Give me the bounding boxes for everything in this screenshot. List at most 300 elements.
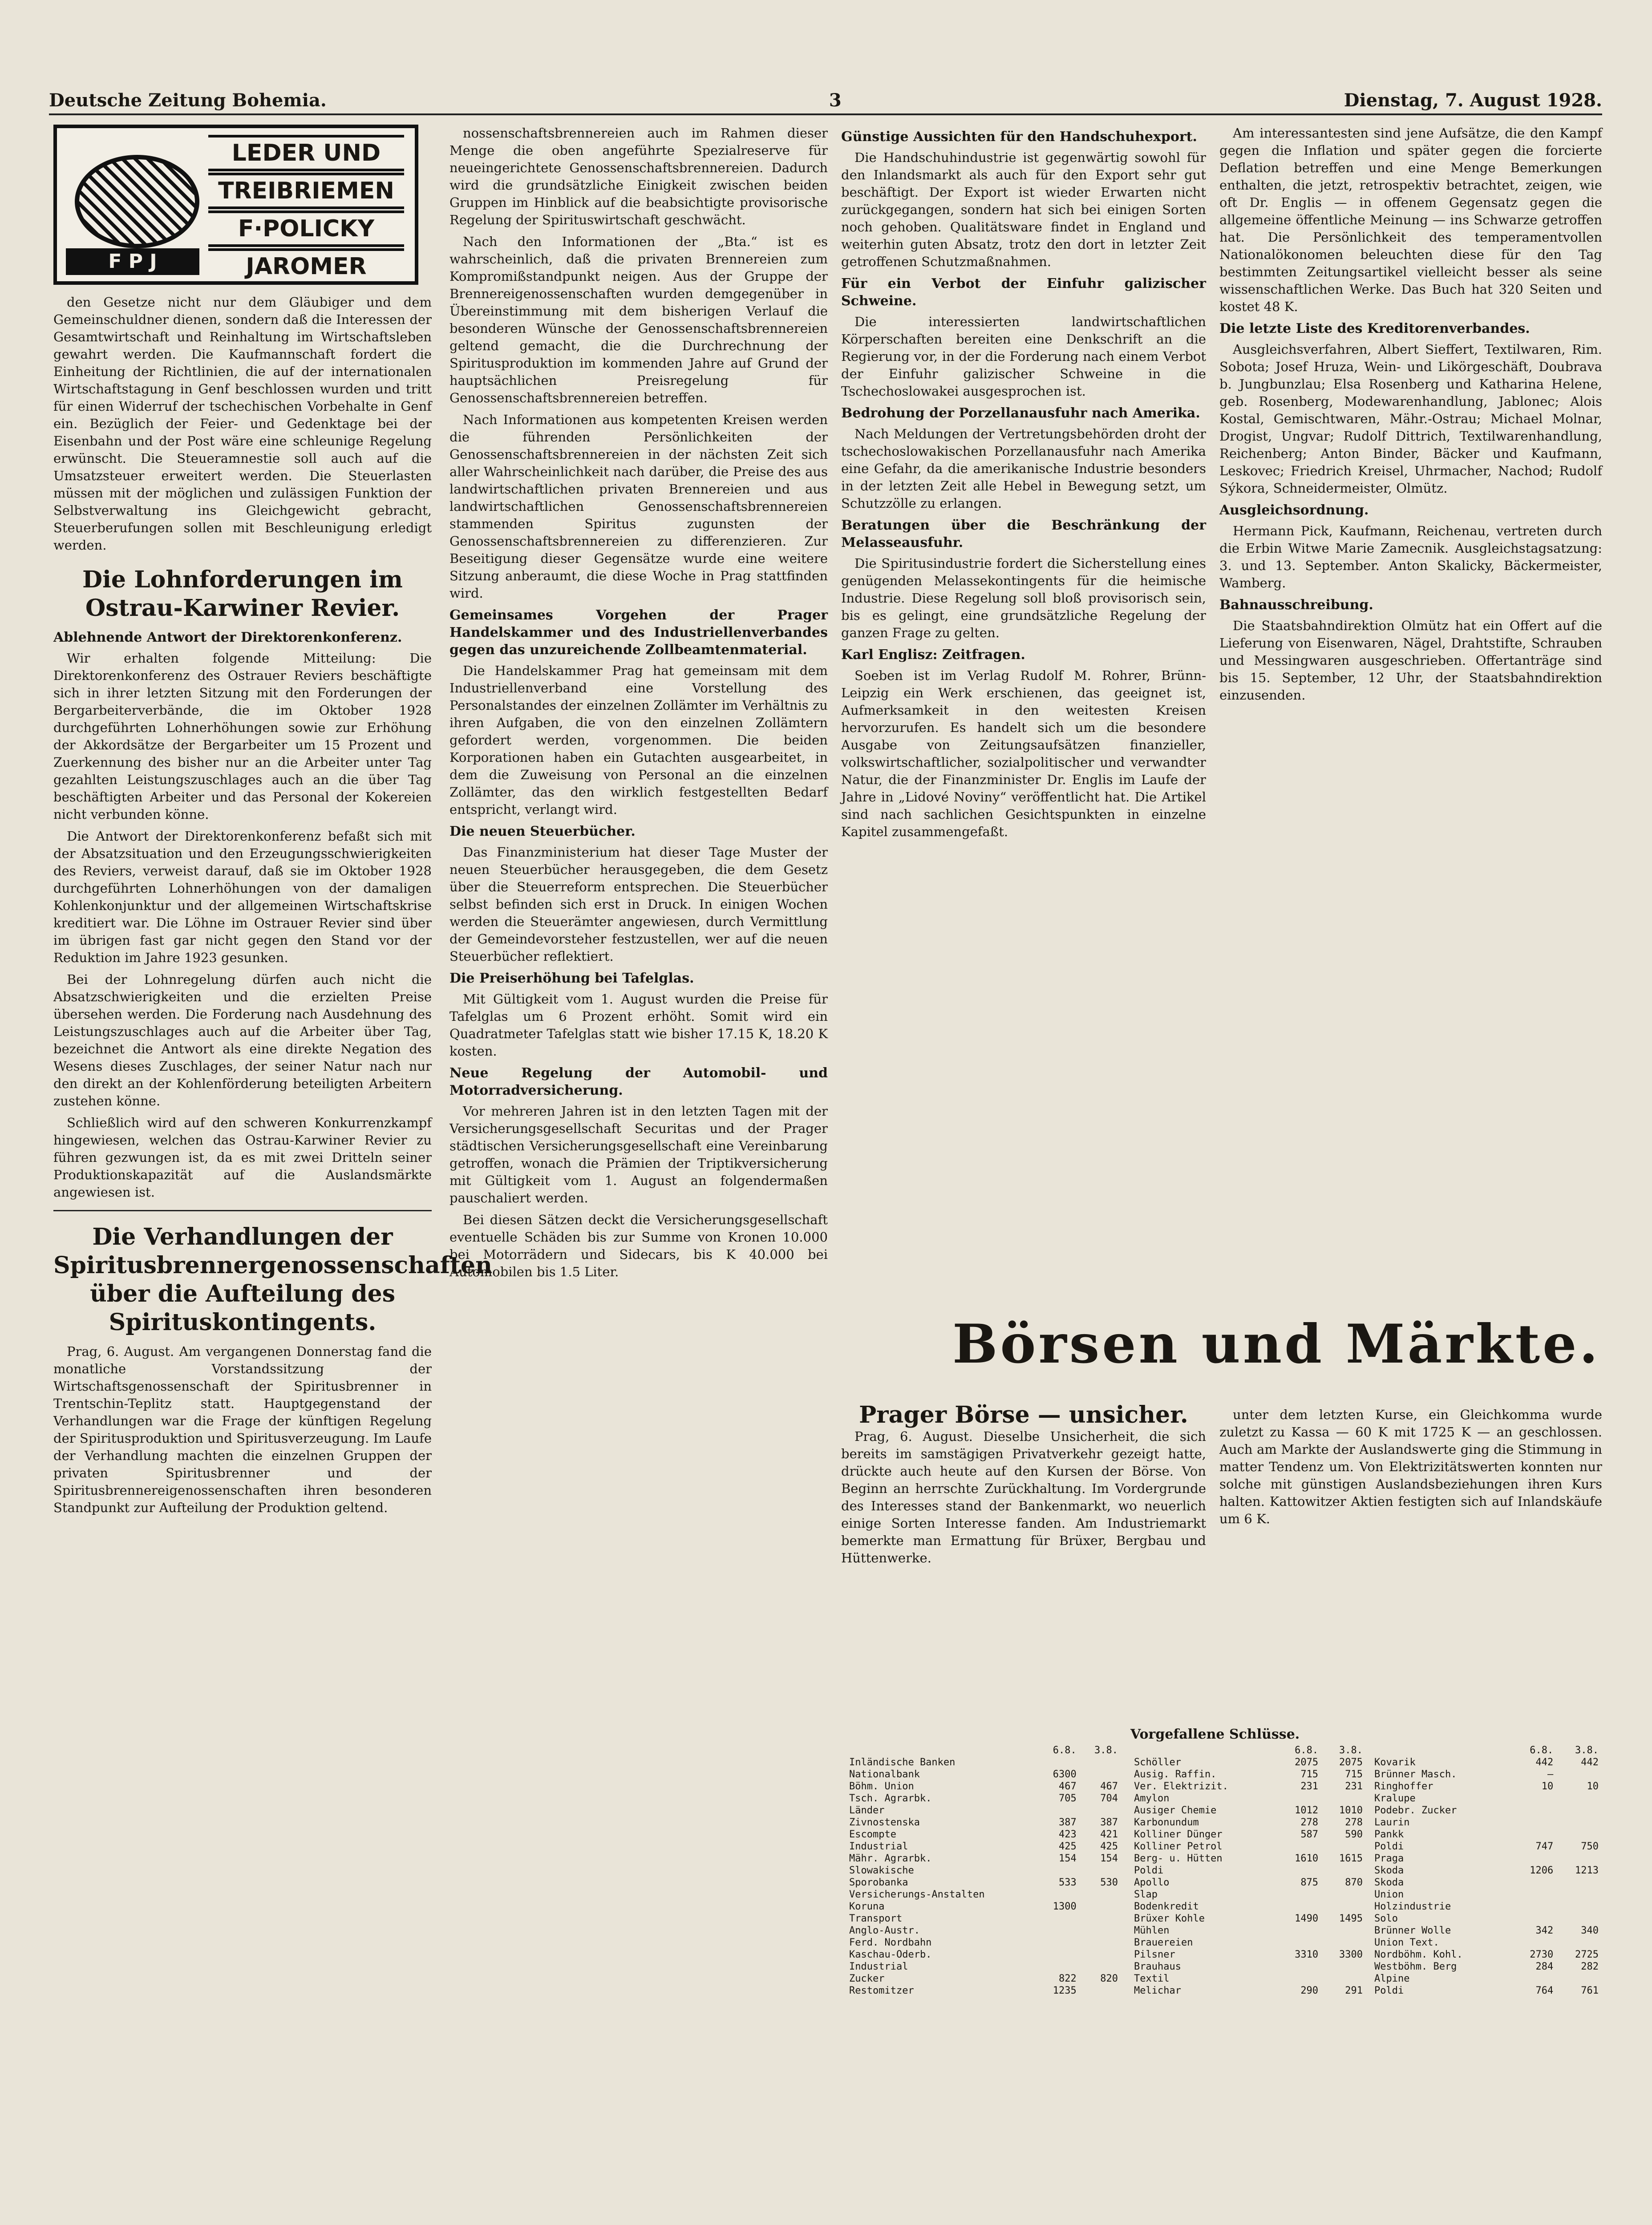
table-cell	[1080, 1937, 1122, 1949]
table-cell: —	[1547, 1769, 1554, 1780]
table-row	[846, 1829, 1122, 1841]
table-cell: 715	[1345, 1769, 1363, 1780]
table-cell	[1038, 1865, 1080, 1877]
table-cell: 3.8.	[1339, 1745, 1363, 1756]
table-cell: Amylon	[1134, 1793, 1170, 1804]
table-cell	[1512, 1913, 1557, 1925]
rule	[53, 1210, 432, 1211]
ad-line-4: JAROMER	[208, 248, 404, 285]
table-cell: 1300	[1053, 1901, 1077, 1912]
table-row	[1371, 1889, 1602, 1901]
table-row	[846, 1792, 1122, 1804]
table-row	[1130, 1877, 1366, 1889]
table-row	[1371, 1816, 1602, 1829]
table-cell: 342	[1535, 1925, 1554, 1936]
table-cell: Anglo-Austr.	[849, 1925, 920, 1936]
table-cell: 705	[1058, 1793, 1077, 1804]
table-cell	[1080, 1949, 1122, 1961]
table-cell: 1490	[1295, 1913, 1319, 1924]
table-cell: 291	[1345, 1985, 1363, 1996]
table-cell: Berg- u. Hütten	[1134, 1853, 1223, 1864]
table-row	[1130, 1792, 1366, 1804]
table-cell	[1277, 1841, 1322, 1853]
table-cell: 423	[1058, 1829, 1077, 1840]
table-row	[1371, 1937, 1602, 1949]
table-row	[1371, 1829, 1602, 1841]
table-cell: Solo	[1374, 1913, 1398, 1924]
table-cell: Schöller	[1134, 1757, 1181, 1768]
col2-subhead-2: Die neuen Steuerbücher.	[449, 824, 636, 839]
table-row	[1371, 1913, 1602, 1925]
table-cell: Tsch. Agrarbk.	[849, 1793, 932, 1804]
table-cell	[1080, 1756, 1122, 1768]
table-cell: 1213	[1575, 1865, 1599, 1876]
table-row	[1371, 1973, 1602, 1985]
leather-ad	[53, 125, 418, 285]
table-cell: 1495	[1339, 1913, 1363, 1924]
wheel-logo-icon	[75, 155, 199, 248]
table-cell: Ausig. Raffin.	[1134, 1769, 1217, 1780]
table-cell: Länder	[849, 1805, 885, 1816]
stock-table-1	[846, 1744, 1122, 1997]
table-row	[1130, 1973, 1366, 1985]
table-row	[846, 1768, 1122, 1780]
table-cell	[1322, 1841, 1366, 1853]
table-cell: 3300	[1339, 1949, 1363, 1960]
table-cell	[1038, 1961, 1080, 1973]
table-cell: Podebr. Zucker	[1374, 1805, 1457, 1816]
table-cell	[1038, 1949, 1080, 1961]
table-row	[846, 1841, 1122, 1853]
table-cell	[1371, 1744, 1512, 1756]
table-cell: 6.8.	[1053, 1745, 1077, 1756]
table-cell: Ringhoffer	[1374, 1781, 1433, 1792]
table-cell	[1080, 1925, 1122, 1937]
table-cell	[1557, 1937, 1602, 1949]
col3-paragraph-2: Die interessierten landwirtschaftlichen Körperschaften bereiten eine Denkschrift an die Regierung vor, in der die Forderung nach einem Verbot der Einfuhr galizischer Schweine in die Tschechoslowakei ausgesprochen ist.	[841, 314, 1206, 399]
table-cell	[1038, 1889, 1080, 1901]
table-cell: Inländische Banken	[849, 1757, 956, 1768]
col3-paragraph-5: Soeben ist im Verlag Rudolf M. Rohrer, Brünn-Leipzig ein Werk erschienen, das geeignet ist, Aufmerksamkeit in den weitesten Kreisen hervorzurufen. Es handelt sich um die besondere Ausgabe von Zeitungsaufsätzen finanzieller, volkswirtschaftlicher, sozialpolitischer und verwandter Natur, die der Finanzminister Dr. Englis im Laufe der Jahre in „Lidové Noviny“ veröffentlicht hat. Die Artikel sind nach sachlichen Gesichtspunkten in einzelne Kapitel zusammengefaßt.	[841, 668, 1206, 839]
table-cell: 425	[1058, 1841, 1077, 1852]
table-row	[846, 1925, 1122, 1937]
table-cell: 590	[1345, 1829, 1363, 1840]
table-cell	[1130, 1744, 1277, 1756]
table-cell: 761	[1581, 1985, 1599, 1996]
table-cell	[1080, 1768, 1122, 1780]
table-cell: 1235	[1053, 1985, 1077, 1996]
table-row	[1371, 1841, 1602, 1853]
table-row	[1130, 1768, 1366, 1780]
table-cell: 425	[1100, 1841, 1118, 1852]
table-cell	[846, 1744, 1038, 1756]
table-row	[846, 1804, 1122, 1816]
col4-subhead-3: Bahnausschreibung.	[1219, 597, 1373, 613]
column-2	[449, 125, 828, 1285]
table-cell: 284	[1535, 1961, 1554, 1972]
table-row	[1130, 1841, 1366, 1853]
table-row	[1371, 1853, 1602, 1865]
table-cell	[1512, 1816, 1557, 1829]
table-row	[846, 1913, 1122, 1925]
col1-paragraph-6: Prag, 6. August. Am vergangenen Donnerstag fand die monatliche Vorstandssitzung der Wirtschaftsgenossenschaft der Spiritusbrenner in Trentschin-Teplitz statt. Hauptgegenstand der Verhandlungen war die Frage der künftigen Regelung der Spiritusproduktion und Spiritusverzeugung. Im Laufe der Verhandlung machten die einzelnen Gruppen der privaten Spiritusbrenner und der Spiritusbrennereigenossenschaften ihren besonderen Standpunkt zur Aufteilung der Produktion geltend.	[53, 1344, 432, 1515]
table-row	[1371, 1756, 1602, 1768]
col4-paragraph-4: Die Staatsbahndirektion Olmütz hat ein Offert auf die Lieferung von Eisenwaren, Nägel, Drahtstifte, Schrauben und Messingwaren ausgeschrieben. Offertanträge sind bis 15. September, 12 Uhr, der Staatsbahndirektion einzusenden.	[1219, 618, 1602, 703]
col2-paragraph-2: Nach den Informationen der „Bta.“ ist es wahrscheinlich, daß die privaten Brennereien zum Kompromißstandpunkt neigen. Aus der Gruppe der Brennereigenossenschaften wurden demgegenüber in Übereinstimmung mit dem bisherigen Verlauf die besonderen Wünsche der Genossenschaftsbrennereien geltend gemacht, die die Durchrechnung der Spiritusproduktion im kommenden Jahre auf Grund der hauptsächlichen Preisregelung für Genossenschaftsbrennereien betreffen.	[449, 234, 828, 405]
table-cell: 715	[1300, 1769, 1319, 1780]
table-cell: 2725	[1575, 1949, 1599, 1960]
col4-paragraph-2: Ausgleichsverfahren, Albert Sieffert, Textilwaren, Rim. Sobota; Josef Hruza, Wein- und Likörgeschäft, Doubrava b. Jungbunzlau; Elsa Rosenberg und Katharina Helene, geb. Rosenberg, Modewarenhandlung, Jablonec; Alois Kostal, Gemischtwaren, Mähr.-Ostrau; Michael Molnar, Drogist, Ungvar; Rudolf Dittrich, Textilwarenhandlung, Reichenberg; Anton Binder, Bäcker und Kaufmann, Leskovec; Friedrich Kreisel, Uhrmacher, Nachod; Rudolf Sýkora, Schneidermeister, Olmütz.	[1219, 342, 1602, 496]
table-cell	[1038, 1913, 1080, 1925]
table-row	[1371, 1744, 1602, 1756]
table-row	[1130, 1901, 1366, 1913]
table-row	[1371, 1877, 1602, 1889]
table-cell: 3.8.	[1094, 1745, 1118, 1756]
table-cell: 6.8.	[1530, 1745, 1554, 1756]
table-cell: Skoda	[1374, 1877, 1404, 1888]
table-row	[846, 1937, 1122, 1949]
table-cell: 3.8.	[1575, 1745, 1599, 1756]
col1-subhead-1: Ablehnende Antwort der Direktorenkonferenz.	[53, 630, 402, 645]
table-cell	[1038, 1756, 1080, 1768]
table-cell	[1557, 1889, 1602, 1901]
table-cell: Kovarik	[1374, 1757, 1416, 1768]
table-cell: 1615	[1339, 1853, 1363, 1864]
table-cell: 764	[1535, 1985, 1554, 1996]
table-cell	[1557, 1804, 1602, 1816]
table-row	[846, 1889, 1122, 1901]
table-cell	[1512, 1973, 1557, 1985]
table-cell	[1557, 1973, 1602, 1985]
col4-paragraph-3: Hermann Pick, Kaufmann, Reichenau, vertreten durch die Erbin Witwe Marie Zamecnik. Ausgleichstagsatzung: 3. und 13. September. Anton Skalicky, Bäckermeister, Wamberg.	[1219, 523, 1602, 591]
col4-paragraph-1: Am interessantesten sind jene Aufsätze, die den Kampf gegen die Inflation und später gegen die forcierte Deflation betreffen und eine Menge Bemerkungen enthalten, die jetzt, retrospektiv betrachtet, zeigen, wie oft Dr. Englis — in offenem Gegensatz gegen die allgemeine öffentliche Meinung — ins Schwarze getroffen hat. Die Persönlichkeit des temperamentvollen Nationalökonomen beleuchten diese für den Tag bestimmten Zeitungsartikel vielleicht besser als seine wissenschaftlichen Werke. Das Buch hat 320 Seiten und kostet 48 K.	[1219, 125, 1602, 314]
table-cell: Zucker	[849, 1973, 885, 1984]
table-cell	[1512, 1937, 1557, 1949]
prag-title: Prager Börse — unsicher.	[859, 1401, 1188, 1428]
table-cell: 340	[1581, 1925, 1599, 1936]
table-cell	[1277, 1961, 1322, 1973]
table-cell	[1277, 1937, 1322, 1949]
col2-paragraph-6: Mit Gültigkeit vom 1. August wurden die Preise für Tafelglas um 6 Prozent erhöht. Somit wird ein Quadratmeter Tafelglas statt wie bisher 17.15 K, 18.20 K kosten.	[449, 991, 828, 1059]
stock-table-3	[1371, 1744, 1602, 1997]
table-cell	[1322, 1937, 1366, 1949]
col1-paragraph-4: Bei der Lohnregelung dürfen auch nicht die Absatzschwierigkeiten und die erzielten Preise übersehen werden. Die Forderung nach Ausdehnung des Leistungszuschlages auch auf die Arbeiter über Tag, bezeichnet die Antwort als eine direkte Negation des Wesens dieses Zuschlages, der seiner Natur nach nur den direkt an der Kohlenförderung beteiligten Arbeitern zustehen könne.	[53, 972, 432, 1108]
table-row	[1130, 1804, 1366, 1816]
col4-subhead-1: Die letzte Liste des Kreditorenverbandes.	[1219, 321, 1530, 336]
table-cell: 282	[1581, 1961, 1599, 1972]
col4-subhead-2: Ausgleichsordnung.	[1219, 502, 1369, 518]
header-right: Dienstag, 7. August 1928.	[1344, 89, 1602, 111]
table-row	[1130, 1829, 1366, 1841]
table-row	[1130, 1889, 1366, 1901]
table-cell: 1012	[1295, 1805, 1319, 1816]
table-cell: 231	[1300, 1781, 1319, 1792]
column-4	[1219, 125, 1602, 708]
table-row	[1130, 1925, 1366, 1937]
table-cell	[1080, 1901, 1122, 1913]
table-cell: Brauereien	[1134, 1937, 1193, 1948]
table-cell: 750	[1581, 1841, 1599, 1852]
table-row	[846, 1901, 1122, 1913]
table-cell	[1080, 1913, 1122, 1925]
table-row	[846, 1949, 1122, 1961]
table-cell	[1512, 1889, 1557, 1901]
table-cell: 822	[1058, 1973, 1077, 1984]
table-cell: 467	[1058, 1781, 1077, 1792]
table-row	[1130, 1780, 1366, 1792]
table-cell: 870	[1345, 1877, 1363, 1888]
table-cell: Transport	[849, 1913, 903, 1924]
col3-paragraph-1: Die Handschuhindustrie ist gegenwärtig sowohl für den Inlandsmarkt als auch für den Export sehr gut beschäftigt. Der Export ist wieder Erwarten nicht zurückgegangen, sondern hat sich bei einigen Sorten noch gehoben. Qualitätsware findet in England und weiterhin guten Absatz, trotz den dort in letzter Zeit getroffenen Schutzmaßnahmen.	[841, 150, 1206, 269]
table-row	[1371, 1901, 1602, 1913]
table-cell	[1277, 1973, 1322, 1985]
col2-subhead-1: Gemeinsames Vorgehen der Prager Handelskammer und des Industriellenverbandes gegen das unzureichende Zollbeamtenmaterial.	[449, 607, 828, 658]
col3-subhead-1: Günstige Aussichten für den Handschuhexport.	[841, 129, 1197, 145]
table-row	[1130, 1913, 1366, 1925]
table-cell: Brüxer Kohle	[1134, 1913, 1205, 1924]
table-cell: Melichar	[1134, 1985, 1181, 1996]
table-cell: Ausiger Chemie	[1134, 1805, 1217, 1816]
table-cell	[1557, 1792, 1602, 1804]
table-cell: Zivnostenska	[849, 1817, 920, 1828]
table-cell: Poldi	[1134, 1865, 1164, 1876]
table-cell: Skoda	[1374, 1865, 1404, 1876]
table-cell: Karbonundum	[1134, 1817, 1199, 1828]
table-cell: Alpine	[1374, 1973, 1410, 1984]
table-cell	[1322, 1792, 1366, 1804]
table-cell	[1080, 1889, 1122, 1901]
table-cell: Slap	[1134, 1889, 1158, 1900]
table-cell: Poldi	[1374, 1985, 1404, 1996]
table-cell: Nordböhm. Kohl.	[1374, 1949, 1463, 1960]
ad-mark: F P J	[66, 248, 199, 275]
table-row	[1371, 1804, 1602, 1816]
table-cell: Restomitzer	[849, 1985, 914, 1996]
table-cell	[1038, 1937, 1080, 1949]
table-cell: Industrial	[849, 1961, 908, 1972]
col3-paragraph-3: Nach Meldungen der Vertretungsbehörden droht der tschechoslowakischen Porzellanausfuhr nach Amerika eine Gefahr, da die amerikanische Industrie besonders in der letzten Zeit alle Hebel in Bewegung setzt, um Schutzzölle zu erlangen.	[841, 426, 1206, 511]
table-cell: 467	[1100, 1781, 1118, 1792]
table-cell: Kaschau-Oderb.	[849, 1949, 932, 1960]
table-cell: Koruna	[849, 1901, 885, 1912]
table-row	[846, 1780, 1122, 1792]
market-paragraph: unter dem letzten Kurse, ein Gleichkomma wurde zuletzt zu Kassa — 60 K mit 1725 K — an geschlossen. Auch am Markte der Auslandswerte ging die Stimmung in matter Tendenz um. Von Elektrizitätswerten konnten nur solche mit günstigen Auslandsbeziehungen ihren Kurs halten. Kattowitzer Aktien festigten sich auf Inlandskäufe um 6 K.	[1219, 1407, 1602, 1526]
table-cell: Westböhm. Berg	[1374, 1961, 1457, 1972]
col2-subhead-4: Neue Regelung der Automobil- und Motorradversicherung.	[449, 1065, 828, 1098]
table-row	[1130, 1961, 1366, 1973]
table-cell: 704	[1100, 1793, 1118, 1804]
table-cell	[1512, 1829, 1557, 1841]
ad-line-2: TREIBRIEMEN	[208, 173, 404, 209]
markets-title: Börsen und Märkte.	[952, 1313, 1601, 1375]
table-cell: Mähr. Agrarbk.	[849, 1853, 932, 1864]
table-cell: Poldi	[1374, 1841, 1404, 1852]
table-row	[846, 1877, 1122, 1889]
table-cell: 530	[1100, 1877, 1118, 1888]
table-cell: 421	[1100, 1829, 1118, 1840]
table-cell	[1038, 1804, 1080, 1816]
col1-headline-2: Die Verhandlungen der Spiritusbrennergenossenschaften über die Aufteilung des Spirituskontingents.	[53, 1223, 492, 1336]
table-cell: Escompte	[849, 1829, 896, 1840]
table-cell	[1512, 1877, 1557, 1889]
table-row	[1130, 1816, 1366, 1829]
table-row	[1130, 1756, 1366, 1768]
table-cell: Apollo	[1134, 1877, 1170, 1888]
table-cell: 1610	[1295, 1853, 1319, 1864]
table-cell	[1322, 1973, 1366, 1985]
table-cell: 747	[1535, 1841, 1554, 1852]
stock-table-2	[1130, 1744, 1366, 1997]
table-row	[1130, 1949, 1366, 1961]
col3-subhead-4: Beratungen über die Beschränkung der Melasseausfuhr.	[841, 518, 1206, 550]
table-row	[846, 1961, 1122, 1973]
table-cell	[1512, 1804, 1557, 1816]
table-row	[846, 1853, 1122, 1865]
table-cell: Industrial	[849, 1841, 908, 1852]
table-cell	[1557, 1913, 1602, 1925]
col2-paragraph-4: Die Handelskammer Prag hat gemeinsam mit dem Industriellenverband eine Vorstellung des Personalstandes der einzelnen Zollämter im Verhältnis zu ihren Aufgaben, die von den einzelnen Zollämtern gefordert werden, vorgenommen. Die beiden Korporationen haben ein Gutachten ausgearbeitet, in dem die Zuweisung von Personal an die einzelnen Zollämter, das den wirklich festgestellten Bedarf entspricht, verlangt wird.	[449, 663, 828, 817]
col2-paragraph-1: nossenschaftsbrennereien auch im Rahmen dieser Menge die oben angeführte Spezialreserve für neueingerichtete Genossenschaftsbrennereien. Dadurch wird die grundsätzliche Einigkeit zwischen beiden Gruppen im Hinblick auf die beabsichtigte provisorische Regelung der Spirituswirtschaft geschwächt.	[449, 125, 828, 227]
table-cell	[1512, 1901, 1557, 1913]
table-row	[846, 1985, 1122, 1997]
col2-paragraph-5: Das Finanzministerium hat dieser Tage Muster der neuen Steuerbücher herausgegeben, die dem Gesetz über die Steuerreform entsprechen. Die Steuerbücher selbst befinden sich erst in Druck. In einigen Wochen werden die Steuerämter angewiesen, durch Vermittlung der Gemeindevorsteher festzustellen, wer auf die neuen Steuerbücher reflektiert.	[449, 845, 828, 964]
table-row	[1371, 1985, 1602, 1997]
table-cell: 1010	[1339, 1805, 1363, 1816]
table-row	[1371, 1865, 1602, 1877]
col1-headline-1: Die Lohnforderungen im Ostrau-Karwiner Revier.	[82, 566, 403, 622]
table-cell	[1277, 1901, 1322, 1913]
table-cell: 442	[1535, 1757, 1554, 1768]
table-cell: 154	[1100, 1853, 1118, 1864]
table-cell: Sporobanka	[849, 1877, 908, 1888]
table-cell	[1557, 1768, 1602, 1780]
table-cell	[1277, 1889, 1322, 1901]
table-row	[1130, 1985, 1366, 1997]
table-row	[1130, 1865, 1366, 1877]
table-cell	[1080, 1961, 1122, 1973]
table-cell	[1557, 1829, 1602, 1841]
table-cell: Laurin	[1374, 1817, 1410, 1828]
table-row	[846, 1865, 1122, 1877]
col2-subhead-3: Die Preiserhöhung bei Tafelglas.	[449, 971, 694, 986]
table-row	[1371, 1925, 1602, 1937]
table-cell: 6.8.	[1295, 1745, 1319, 1756]
ad-line-1: LEDER UND	[208, 135, 404, 171]
col3-subhead-5: Karl Englisz: Zeitfragen.	[841, 647, 1025, 663]
table-row	[846, 1744, 1122, 1756]
header-center: 3	[829, 89, 842, 111]
table-cell: 6300	[1053, 1769, 1077, 1780]
table-cell	[1322, 1865, 1366, 1877]
table-row	[1371, 1768, 1602, 1780]
market-report	[1219, 1406, 1602, 1532]
table-cell	[1322, 1925, 1366, 1937]
table-cell: Brünner Masch.	[1374, 1769, 1457, 1780]
table-cell	[1277, 1925, 1322, 1937]
col2-paragraph-7: Vor mehreren Jahren ist in den letzten Tagen mit der Versicherungsgesellschaft Securitas und der Prager städtischen Versicherungsgesellschaft eine Vereinbarung getroffen, wonach die Prämien der Triptikversicherung mit Gültigkeit vom 1. August an folgendermaßen pauschaliert werden.	[449, 1104, 828, 1206]
table-cell: Textil	[1134, 1973, 1170, 1984]
table-cell: 3310	[1295, 1949, 1319, 1960]
table-cell: Brauhaus	[1134, 1961, 1181, 1972]
table-cell	[1322, 1961, 1366, 1973]
page-header	[49, 87, 1602, 115]
col2-paragraph-8: Bei diesen Sätzen deckt die Versicherungsgesellschaft eventuelle Schäden bis zur Summe von Kronen 10.000 bei Motorrädern und Sidecars, bis K 40.000 bei Automobilen bis 1.5 Liter.	[449, 1212, 828, 1279]
table-cell: Union	[1374, 1889, 1404, 1900]
table-cell: 2730	[1530, 1949, 1554, 1960]
table-cell: 10	[1587, 1781, 1599, 1792]
column-1	[53, 125, 492, 1521]
table-cell: Ver. Elektrizit.	[1134, 1781, 1228, 1792]
ad-line-3: F·POLICKY	[208, 210, 404, 247]
table-cell	[1080, 1804, 1122, 1816]
table-cell: Versicherungs-Anstalten	[849, 1889, 985, 1900]
col1-paragraph-2: Wir erhalten folgende Mitteilung: Die Direktorenkonferenz des Ostrauer Reviers beschäftigte sich in ihrer letzten Sitzung mit den Forderungen der Bergarbeiterverbände, die im Oktober 1928 durchgeführten Lohnerhöhungen sowie zur Erhöhung der Akkordsätze der Bergarbeiter um 15 Prozent und Zuerkennung des bisher nur an die Arbeiter unter Tag gezahlten Leistungszuschlages auch an die über Tag beschäftigten Arbeiter und das Personal der Kokereien nicht verbunden könne.	[53, 651, 432, 822]
table-cell: Holzindustrie	[1374, 1901, 1451, 1912]
table-cell: 587	[1300, 1829, 1319, 1840]
table-row	[1371, 1961, 1602, 1973]
table-cell: 290	[1300, 1985, 1319, 1996]
table-row	[1130, 1937, 1366, 1949]
table-cell	[1557, 1816, 1602, 1829]
table-cell	[1557, 1901, 1602, 1913]
table-cell: Brünner Wolle	[1374, 1925, 1451, 1936]
table-cell	[1322, 1889, 1366, 1901]
col1-paragraph-3: Die Antwort der Direktorenkonferenz befaßt sich mit der Absatzsituation und den Erzeugungsschwierigkeiten des Reviers, verweist darauf, daß sie im Oktober 1928 durchgeführten Lohnerhöhungen von der damaligen Kohlenkonjunktur und der allgemeinen Wirtschaftskrise kreditiert war. Die Löhne im Ostrauer Revier sind über im übrigen fast gar nicht gegen den Stand vor der Reduktion im Jahre 1923 gesunken.	[53, 829, 432, 965]
table-row	[846, 1973, 1122, 1985]
table-cell: 820	[1100, 1973, 1118, 1984]
col3-subhead-2: Für ein Verbot der Einfuhr galizischer Schweine.	[841, 276, 1206, 309]
col1-paragraph-5: Schließlich wird auf den schweren Konkurrenzkampf hingewiesen, welchen das Ostrau-Karwiner Revier zu führen gezwungen ist, da es mit zwei Dritteln seiner Produktionskapazität auf die Auslandsmärkte angewiesen ist.	[53, 1115, 432, 1200]
table-cell	[1080, 1865, 1122, 1877]
column-3	[841, 125, 1206, 845]
table-cell: Praga	[1374, 1853, 1404, 1864]
table-cell: Kolliner Dünger	[1134, 1829, 1223, 1840]
table-cell	[1038, 1925, 1080, 1937]
table-cell	[1277, 1865, 1322, 1877]
table-cell: Union Text.	[1374, 1937, 1439, 1948]
col3-subhead-3: Bedrohung der Porzellanausfuhr nach Amerika.	[841, 405, 1200, 421]
table-row	[1371, 1949, 1602, 1961]
table-cell	[1512, 1792, 1557, 1804]
col2-paragraph-3: Nach Informationen aus kompetenten Kreisen werden die führenden Persönlichkeiten der Genossenschaftsbrennereien in der nächsten Zeit sich aller Wahrscheinlichkeit nach darüber, die Preise des aus landwirtschaftlichen privaten Brennereien und aus landwirtschaftlichen Genossenschaftsbrennereien stammenden Spiritus zugunsten der Genossenschaftsbrennereien zu differenzieren. Zur Beseitigung dieser Gegensätze wurde eine weitere Sitzung anberaumt, die diese Woche in Prag stattfinden wird.	[449, 412, 828, 601]
table-cell: 10	[1541, 1781, 1554, 1792]
table-cell: 387	[1100, 1817, 1118, 1828]
table-cell	[1512, 1853, 1557, 1865]
table-cell: 2075	[1295, 1757, 1319, 1768]
header-left: Deutsche Zeitung Bohemia.	[49, 89, 327, 111]
table-cell: Slowakische	[849, 1865, 914, 1876]
table-cell	[1322, 1901, 1366, 1913]
table-row	[1371, 1780, 1602, 1792]
table-cell: 278	[1345, 1817, 1363, 1828]
table-cell: 2075	[1339, 1757, 1363, 1768]
table-cell: Pilsner	[1134, 1949, 1175, 1960]
table-cell: Mühlen	[1134, 1925, 1170, 1936]
table-cell: 154	[1058, 1853, 1077, 1864]
table-cell: Ferd. Nordbahn	[849, 1937, 932, 1948]
table-row	[846, 1816, 1122, 1829]
table-cell: 278	[1300, 1817, 1319, 1828]
table-cell: 387	[1058, 1817, 1077, 1828]
table-row	[846, 1756, 1122, 1768]
table-cell	[1557, 1877, 1602, 1889]
table-cell: 533	[1058, 1877, 1077, 1888]
table-cell	[1080, 1985, 1122, 1997]
table-cell	[1557, 1853, 1602, 1865]
table-cell: 442	[1581, 1757, 1599, 1768]
table-cell: Pankk	[1374, 1829, 1404, 1840]
table-cell: 1206	[1530, 1865, 1554, 1876]
